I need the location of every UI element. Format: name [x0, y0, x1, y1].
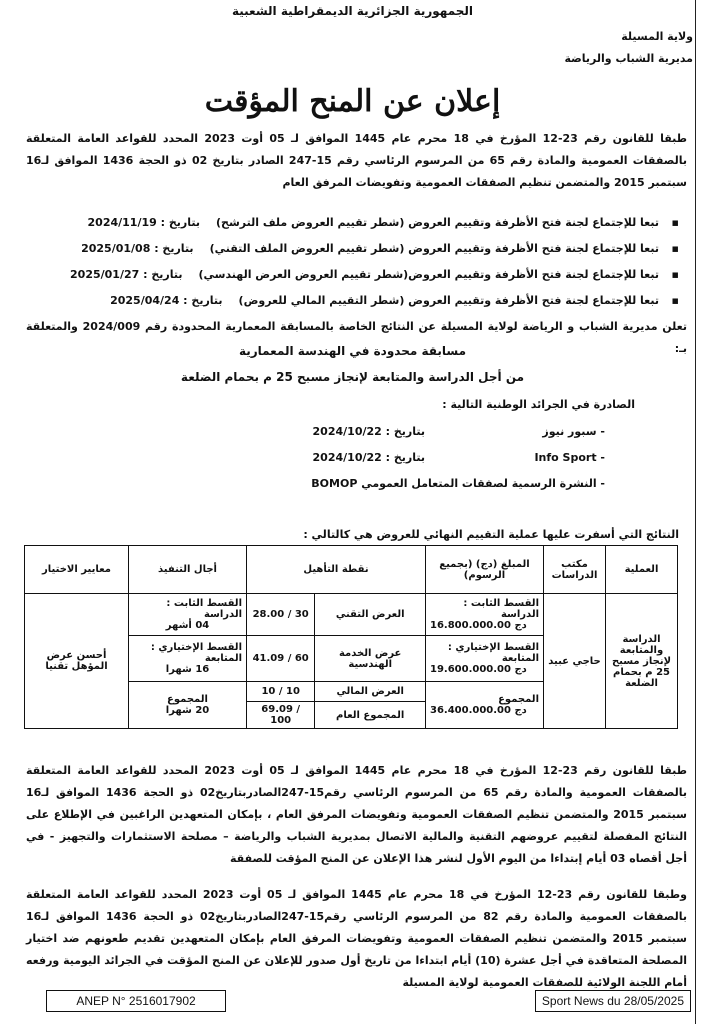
amount-optional-value: 19.600.000.00 دج	[430, 664, 527, 675]
header-score: نقطة التأهيل	[247, 546, 426, 594]
deadline-firm-cell	[129, 594, 247, 636]
list-item	[40, 262, 679, 288]
publications-intro: الصادرة في الجرائد الوطنية التالية :	[442, 398, 635, 411]
bullet-icon: ▪	[671, 242, 679, 255]
table-row	[25, 594, 678, 636]
office-cell: حاجي عبيد	[544, 594, 606, 729]
project-title: من أجل الدراسة والمتابعة لإنجاز مسبح 25 م بحمام الضلعة	[180, 370, 525, 384]
publication-date: بتاريخ : 2024/10/22	[312, 425, 425, 438]
header-operation: العملية	[606, 546, 678, 594]
amount-firm-value: 16.800.000.00 دج	[430, 620, 527, 631]
meetings-list	[40, 210, 679, 314]
meeting-date: بتاريخ : 2024/11/19	[87, 216, 200, 229]
deadline-total-value: 20 شهرا	[165, 705, 210, 716]
operation-cell: الدراسة والمتابعة لإنجاز مسبح 25 م بحمام الضلعة	[606, 594, 678, 729]
deadline-total-cell	[129, 682, 247, 729]
publication-item	[313, 446, 605, 470]
page-title: إعلان عن المنح المؤقت	[204, 84, 501, 119]
amount-optional-cell	[426, 636, 544, 682]
intro-paragraph: طبقا للقانون رقم 23-12 المؤرخ في 18 محرم عام 1445 الموافق لـ 05 أوت 2023 المحدد للقواعد العامة المتعلقة بالصفقات العمومية والمادة رقم 65 من المرسوم الرئاسي رقم 15-247 الصادر بتاريخ 02 ذو الحجة 1436 الموافق لـ16 سبتمبر 2015 والمتضمن تنظيم الصفقات العمومية وتفويضات المرفق العام	[26, 132, 687, 189]
amount-total-label: المجموع	[498, 694, 539, 705]
header-amount: المبلغ (دج) (بجميع الرسوم)	[426, 546, 544, 594]
amount-total-value: 36.400.000.00 دج	[430, 705, 527, 716]
anep-number: ANEP N° 2516017902	[46, 990, 226, 1012]
bullet-icon: ▪	[671, 216, 679, 229]
deadline-total-label: المجموع	[167, 694, 208, 705]
score-value-cell: 28.00 / 30	[247, 594, 315, 636]
header-office: مكتب الدراسات	[544, 546, 606, 594]
source-newspaper: Sport News du 28/05/2025	[535, 990, 691, 1012]
meeting-text: تبعا للإجتماع لجنة فتح الأظرفة وتقييم العروض (شطر التقييم المالي للعروض)	[238, 294, 659, 307]
amount-firm-cell	[426, 594, 544, 636]
directorate-name: مديرية الشباب والرياضة	[564, 52, 693, 65]
meeting-text: تبعا للإجتماع لجنة فتح الأظرفة وتقييم العروض(شطر تقييم العروض العرض الهندسي)	[198, 268, 659, 281]
publication-name: - سبور نيوز	[542, 425, 605, 438]
publication-name: - النشرة الرسمية لصفقات المتعامل العمومي BOMOP	[311, 477, 605, 490]
deadline-optional-label: القسط الإختياري : المتابعة	[150, 642, 242, 664]
publication-item	[311, 472, 605, 496]
meeting-date: بتاريخ : 2025/01/08	[81, 242, 194, 255]
score-value-cell: 41.09 / 60	[247, 636, 315, 682]
criteria-cell: أحسن عرض المؤهل تقنيا	[25, 594, 129, 729]
amount-firm-label: القسط الثابت : الدراسة	[463, 598, 539, 620]
meeting-date: بتاريخ : 2025/01/27	[70, 268, 183, 281]
bullet-icon: ▪	[671, 294, 679, 307]
results-intro: النتائج التي أسفرت عليها عملية التقييم النهائي للعروض هي كالتالي :	[303, 528, 679, 541]
amount-optional-label: القسط الإختياري : المتابعة	[447, 642, 539, 664]
deadline-optional-value: 16 شهرا	[165, 664, 210, 675]
list-item	[40, 210, 679, 236]
score-value-cell: 10 / 10	[247, 682, 315, 702]
meeting-text: تبعا للإجتماع لجنة فتح الأظرفة وتقييم العروض (شطر تقييم العروض ملف الترشح)	[215, 216, 659, 229]
republic-header: الجمهورية الجزائرية الديمقراطية الشعبية	[231, 4, 474, 18]
competition-title: مسابقة محدودة في الهندسة المعمارية	[238, 344, 467, 358]
announcement-text: تعلن مديرية الشباب و الرياضة لولاية المسيلة عن النتائج الخاصة بالمسابقة المعمارية المحدودة رقم 2024/009 والمتعلقة بـ:	[26, 320, 687, 355]
results-table	[24, 545, 678, 729]
meeting-text: تبعا للإجتماع لجنة فتح الأظرفة وتقييم العروض (شطر تقييم العروض الملف التقني)	[209, 242, 659, 255]
score-label-cell: المجموع العام	[315, 702, 426, 729]
meeting-date: بتاريخ : 2025/04/24	[110, 294, 223, 307]
bullet-icon: ▪	[671, 268, 679, 281]
list-item	[40, 288, 679, 314]
deadline-optional-cell	[129, 636, 247, 682]
score-label-cell: عرض الخدمة الهندسية	[315, 636, 426, 682]
amount-total-cell	[426, 682, 544, 729]
publication-name: - Info Sport	[534, 451, 605, 464]
page-edge-line	[695, 0, 703, 1024]
results-notice-paragraph: طبقا للقانون رقم 23-12 المؤرخ في 18 محرم عام 1445 الموافق لـ 05 أوت 2023 المحدد للقواعد العامة المتعلقة بالصفقات العمومية والمادة رقم 65 من المرسوم الرئاسي رقم15-247الصادربتاريخ02 ذو الحجة 1436 الموافق لـ16 سبتمبر 2015 والمتضمن تنظيم الصفقات العمومية وتفويضات المرفق العام ، بإمكان المتعهدين الراغبين في الإطلاع على النتائج المفصلة لتقييم عروضهم التقنية والمالية الاتصال بمديرية الشباب والرياضة – مصلحة الاستثمارات والتجهيز - في أجل أقصاه 03 أيام إبتداءا من اليوم الأول لنشر هذا الإعلان عن المنح المؤقت للصفقة	[26, 764, 688, 865]
publication-date: بتاريخ : 2024/10/22	[312, 451, 425, 464]
list-item	[40, 236, 679, 262]
publication-item	[313, 420, 605, 444]
appeal-notice-paragraph: وطبقا للقانون رقم 23-12 المؤرخ في 18 محرم عام 1445 الموافق لـ 05 أوت 2023 المحدد للقواعد العامة المتعلقة بالصفقات العمومية والمادة رقم 82 من المرسوم الرئاسي رقم15-247الصادربتاريخ02 ذو الحجة 1436 الموافق لـ16 سبتمبر 2015 والمتضمن تنظيم الصفقات العمومية وتفويضات المرفق العام بإمكان المتعهدين تقديم طعونهم ضد اختيار المصلحة المتعاقدة في أجل عشرة (10) أيام ابتداءا من تاريخ أول صدور للإعلان عن المنح المؤقت في الجرائد اليومية ورفعه أمام اللجنة الولائية للصفقات العمومية لولاية المسيلة	[26, 888, 688, 989]
header-criteria: معايير الاختيار	[25, 546, 129, 594]
score-label-cell: العرض المالي	[315, 682, 426, 702]
score-value-cell: 69.09 / 100	[247, 702, 315, 729]
header-deadlines: أجال التنفيذ	[129, 546, 247, 594]
deadline-firm-value: 04 أشهر	[165, 620, 210, 631]
table-header-row	[25, 546, 678, 594]
deadline-firm-label: القسط الثابت : الدراسة	[166, 598, 242, 620]
wilaya-name: ولاية المسيلة	[621, 30, 693, 43]
score-label-cell: العرض التقني	[315, 594, 426, 636]
